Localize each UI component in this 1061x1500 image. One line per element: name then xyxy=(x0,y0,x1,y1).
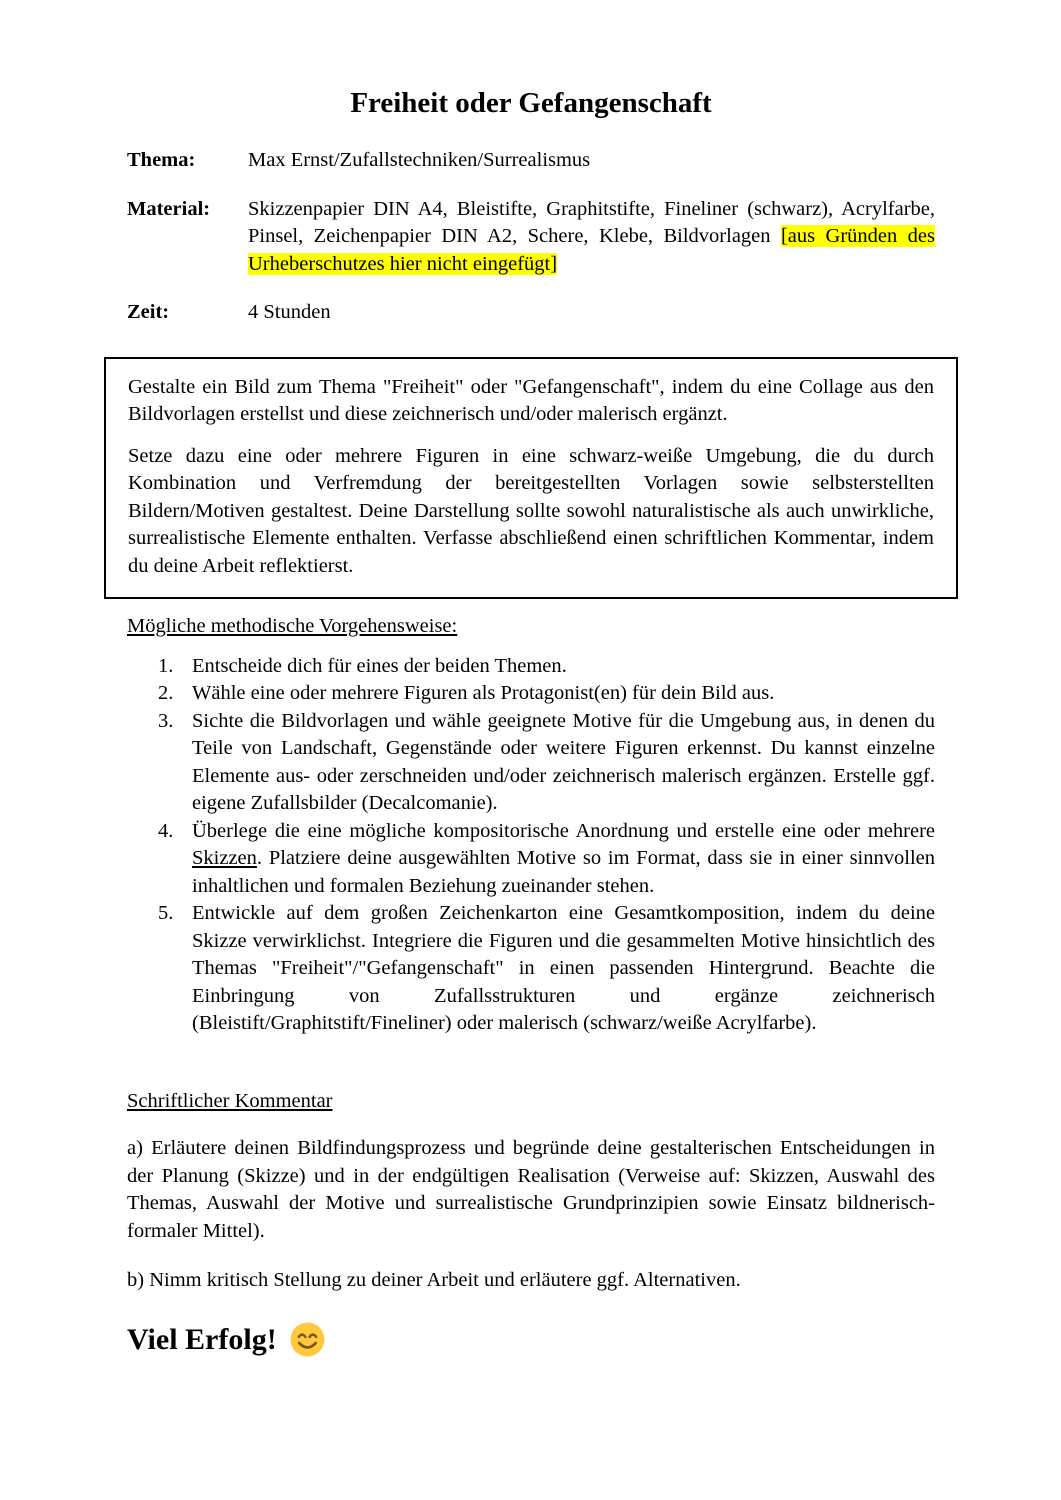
material-highlighted-note: [aus Gründen des Urheberschutzes hier nicht eingefügt] xyxy=(248,225,935,275)
meta-row-thema xyxy=(127,147,935,175)
step-text: Wähle eine oder mehrere Figuren als Protagonist(en) für dein Bild aus. xyxy=(192,682,775,704)
commentary-paragraph-b: b) Nimm kritisch Stellung zu deiner Arbeit und erläutere ggf. Alternativen. xyxy=(127,1269,741,1291)
task-paragraph-1: Gestalte ein Bild zum Thema "Freiheit" oder "Gefangenschaft", indem du eine Collage aus den Bildvorlagen erstellst und diese zeichnerisch und/oder malerisch ergänzt. xyxy=(128,375,934,425)
meta-row-material xyxy=(127,196,935,279)
meta-row-zeit xyxy=(127,299,935,327)
thema-value: Max Ernst/Zufallstechniken/Surrealismus xyxy=(248,149,591,171)
step-text-underlined-word: Skizzen xyxy=(192,847,257,869)
zeit-value: 4 Stunden xyxy=(248,301,331,323)
list-item xyxy=(158,680,935,708)
step-number: 3. xyxy=(158,709,174,732)
step-text: Entwickle auf dem großen Zeichenkarton eine Gesamtkomposition, indem du deine Skizze verwirklichst. Integriere die Figuren und die gesammelten Motive hinsichtlich des Themas "Freiheit"/"Gefangenschaft" in einen passenden Hintergrund. Beachte die Einbringung von Zufallsstrukturen und ergänze zeichnerisch (Bleistift/Graphitstift/Fineliner) oder malerisch (schwarz/weiße Acrylfarbe). xyxy=(192,902,935,1034)
meta-section xyxy=(127,147,935,327)
step-number: 4. xyxy=(158,819,174,842)
list-item xyxy=(158,818,935,901)
method-heading: Mögliche methodische Vorgehensweise: xyxy=(127,615,458,637)
step-text-pre: Überlege die eine mögliche kompositorische Anordnung und erstelle eine oder mehrere xyxy=(192,819,935,842)
document-title: Freiheit oder Gefangenschaft xyxy=(350,87,712,119)
closing-text: Viel Erfolg! xyxy=(127,1322,277,1356)
commentary-heading: Schriftlicher Kommentar xyxy=(127,1089,333,1112)
closing-line xyxy=(127,1321,935,1359)
list-item xyxy=(158,653,935,681)
material-text: Skizzenpapier DIN A4, Bleistifte, Graphitstifte, Fineliner (schwarz), Acrylfarbe, Pinsel, Zeichenpapier DIN A2, Schere, Klebe, Bildvorlagen xyxy=(248,197,935,247)
method-steps-list xyxy=(158,653,935,1038)
step-number: 2. xyxy=(158,682,174,704)
commentary-paragraph-a: a) Erläutere deinen Bildfindungsprozess und begründe deine gestalterischen Entscheidungen in der Planung (Skizze) und in der endgültigen Realisation (Verweise auf: Skizzen, Auswahl des Themas, Auswahl der Motive und surrealistische Grundprinzipien sowie Einsatz bildnerisch-formaler Mittel). xyxy=(127,1137,935,1242)
list-item xyxy=(158,708,935,818)
list-item xyxy=(158,900,935,1038)
smiley-face-icon xyxy=(289,1321,326,1358)
material-value xyxy=(248,196,935,279)
step-number: 5. xyxy=(158,902,174,924)
thema-label: Thema: xyxy=(127,149,196,171)
task-instruction-box xyxy=(104,357,958,600)
step-text: Entscheide dich für eines der beiden Themen. xyxy=(192,654,567,677)
step-text xyxy=(192,818,935,901)
step-text-post: . Platziere deine ausgewählten Motive so im Format, dass sie in einer sinnvollen inhaltlichen und formalen Beziehung zueinander stehen. xyxy=(192,847,935,897)
material-label: Material: xyxy=(127,197,211,220)
step-number: 1. xyxy=(158,654,174,677)
zeit-label: Zeit: xyxy=(127,301,170,323)
task-paragraph-2: Setze dazu eine oder mehrere Figuren in eine schwarz-weiße Umgebung, die du durch Kombination und Verfremdung der bereitgestellten Vorlagen sowie selbsterstellten Bildern/Motiven gestaltest. Deine Darstellung sollte sowohl naturalistische als auch unwirkliche, surrealistische Elemente enthalten. Verfasse abschließend einen schriftlichen Kommentar, indem du deine Arbeit reflektierst. xyxy=(128,444,934,577)
step-text: Sichte die Bildvorlagen und wähle geeignete Motive für die Umgebung aus, in denen du Teile von Landschaft, Gegenstände oder weitere Figuren erkennst. Du kannst einzelne Elemente aus- oder zerschneiden und/oder zeichnerisch malerisch ergänzen. Erstelle ggf. eigene Zufallsbilder (Decalcomanie). xyxy=(192,709,935,814)
